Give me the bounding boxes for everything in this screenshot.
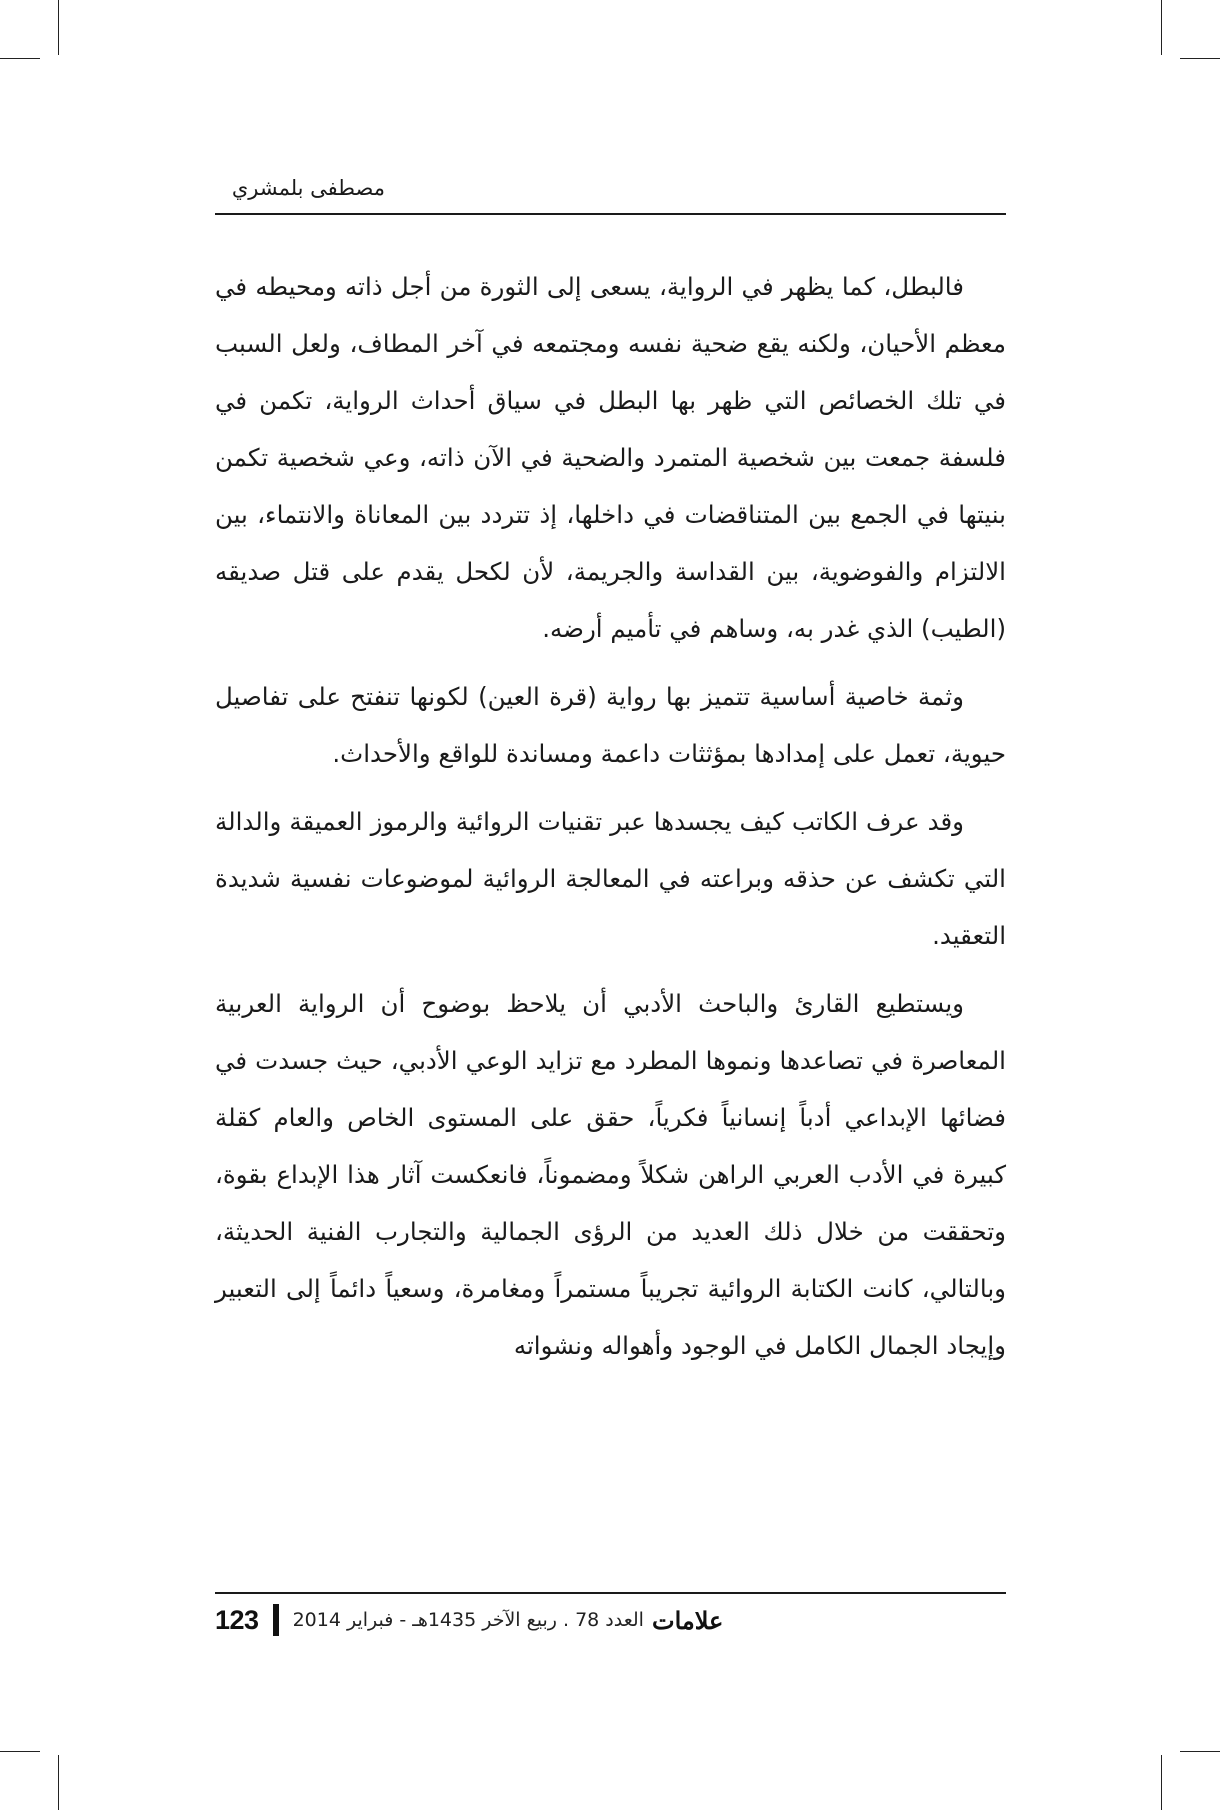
crop-mark-bottom-left	[58, 1755, 59, 1810]
page-footer	[215, 1598, 815, 1642]
header-rule	[215, 213, 1006, 215]
paragraph-1: فالبطل، كما يظهر في الرواية، يسعى إلى الثورة من أجل ذاته ومحيطه في معظم الأحيان، ولكنه يقع ضحية نفسه ومجتمعه في آخر المطاف، ولعل السبب في تلك الخصائص التي ظهر بها البطل في سياق أحداث الرواية، تكمن في فلسفة جمعت بين شخصية المتمرد والضحية في الآن ذاته، وعي شخصية تكمن بنيتها في الجمع بين المتناقضات في داخلها، إذ تتردد بين المعاناة والانتماء، بين الالتزام والفوضوية، بين القداسة والجريمة، لأن لكحل يقدم على قتل صديقه (الطيب) الذي غدر به، وساهم في تأميم أرضه.	[215, 272, 1006, 643]
paragraph-3: وقد عرف الكاتب كيف يجسدها عبر تقنيات الروائية والرموز العميقة والدالة التي تكشف عن حذقه وبراعته في المعالجة الروائية لموضوعات نفسية شديدة التعقيد.	[215, 807, 1006, 950]
crop-mark-bottom-right-h	[1180, 1751, 1220, 1752]
crop-mark-top-left	[58, 0, 59, 55]
footer-rule	[215, 1592, 1006, 1594]
crop-mark-top-left-h	[0, 58, 40, 59]
paragraph-2: وثمة خاصية أساسية تتميز بها رواية (قرة العين) لكونها تنفتح على تفاصيل حيوية، تعمل على إمدادها بمؤثثات داعمة ومساندة للواقع والأحداث.	[215, 682, 1006, 768]
issue-info: العدد 78 . ربيع الآخر 1435هـ - فبراير 2014	[292, 1609, 644, 1631]
crop-mark-top-right	[1161, 0, 1162, 55]
magazine-logo: علامات	[651, 1605, 724, 1635]
crop-mark-top-right-h	[1180, 58, 1220, 59]
article-body	[215, 258, 1006, 1385]
footer-separator	[273, 1604, 279, 1636]
running-head-author: مصطفى بلمشري	[231, 176, 385, 200]
paragraph-4: ويستطيع القارئ والباحث الأدبي أن يلاحظ بوضوح أن الرواية العربية المعاصرة في تصاعدها ونموها المطرد مع تزايد الوعي الأدبي، حيث جسدت في فضائها الإبداعي أدباً إنسانياً فكرياً، حقق على المستوى الخاص والعام كقلة كبيرة في الأدب العربي الراهن شكلاً ومضموناً، فانعكست آثار هذا الإبداع بقوة، وتحققت من خلال ذلك العديد من الرؤى الجمالية والتجارب الفنية الحديثة، وبالتالي، كانت الكتابة الروائية تجريباً مستمراً ومغامرة، وسعياً دائماً إلى التعبير وإيجاد الجمال الكامل في الوجود وأهواله ونشواته	[215, 989, 1006, 1360]
page-number: 123	[215, 1604, 259, 1635]
crop-mark-bottom-left-h	[0, 1751, 40, 1752]
crop-mark-bottom-right	[1161, 1755, 1162, 1810]
